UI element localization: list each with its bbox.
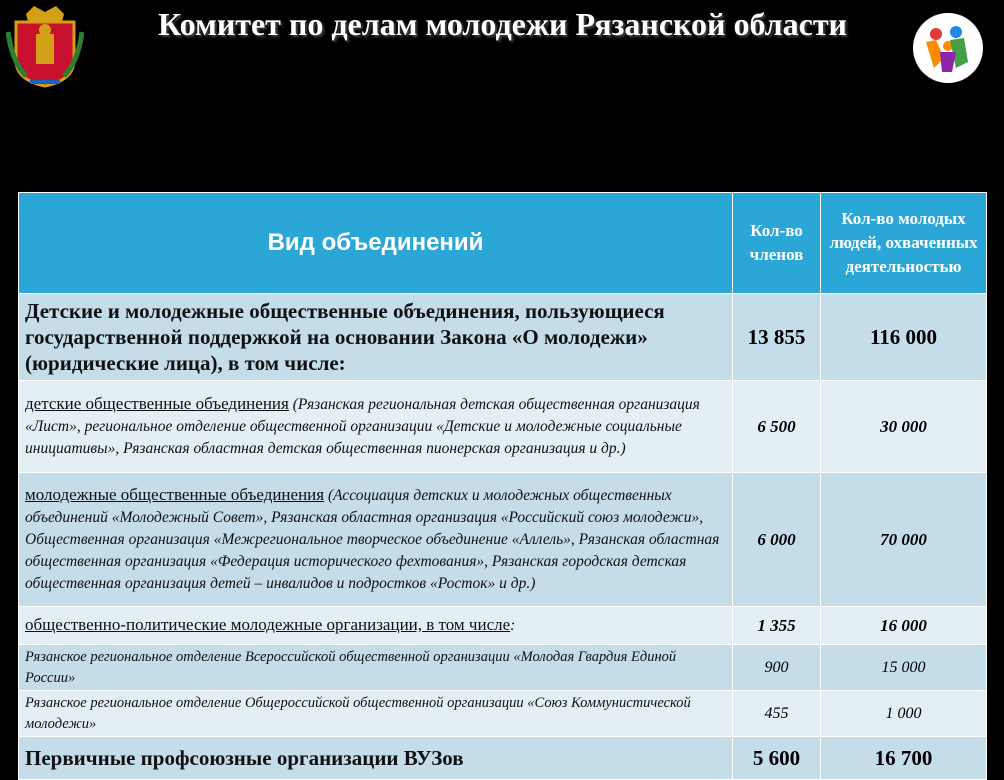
table-row [19,645,987,691]
row-lead: детские общественные объединения [25,394,289,413]
row-members: 5 600 [733,737,821,780]
row-description: детские общественные объединения (Рязанская региональная детская общественная организация «Лист», региональное отделение общественной организации «Детские и молодежные социальные инициативы», Рязанская областная детская общественная пионерская организация и др.) [19,381,733,473]
row-covered: 16 000 [821,607,987,645]
row-lead: общественно-политические молодежные организации, в том числе [25,615,511,634]
row-covered: 70 000 [821,473,987,607]
row-covered: 30 000 [821,381,987,473]
youth-organizations-table [18,192,986,779]
row-description: Рязанское региональное отделение Общероссийской общественной организации «Союз Коммунистической молодежи» [19,691,733,737]
row-lead: молодежные общественные объединения [25,485,325,504]
column-header-covered: Кол-во молодых людей, охваченных деятельностью [821,193,987,294]
table-row [19,607,987,645]
table-header-row [19,193,987,294]
row-covered: 16 700 [821,737,987,780]
row-covered: 116 000 [821,294,987,381]
table-row [19,473,987,607]
table-row [19,381,987,473]
row-members: 455 [733,691,821,737]
table-row [19,294,987,381]
row-description: общественно-политические молодежные организации, в том числе: [19,607,733,645]
column-header-members: Кол-во членов [733,193,821,294]
row-description: Первичные профсоюзные организации ВУЗов [19,737,733,780]
table-row [19,737,987,780]
table-row [19,691,987,737]
row-description: молодежные общественные объединения (Ассоциация детских и молодежных общественных объединений «Молодежный Совет», Рязанская областная организация «Российский союз молодежи», Общественная организация «Межрегиональное творческое объединение «Аллель», Рязанская областная общественная организация «Федерация исторического фехтования», Рязанская городская детская общественная организация детей – инвалидов и подростков «Росток» и др.) [19,473,733,607]
page-title: Комитет по делам молодежи Рязанской области [158,6,847,42]
row-members: 6 500 [733,381,821,473]
row-members: 900 [733,645,821,691]
row-description: Детские и молодежные общественные объединения, пользующиеся государственной поддержкой на основании Закона «О молодежи» (юридические лица), в том числе: [19,294,733,381]
row-members: 1 355 [733,607,821,645]
row-covered: 1 000 [821,691,987,737]
committee-logo [912,12,984,84]
row-covered: 15 000 [821,645,987,691]
row-members: 6 000 [733,473,821,607]
row-description: Рязанское региональное отделение Всероссийской общественной организации «Молодая Гвардия Единой России» [19,645,733,691]
row-members: 13 855 [733,294,821,381]
column-header-type: Вид объединений [19,193,733,294]
coat-of-arms-emblem [6,2,84,88]
